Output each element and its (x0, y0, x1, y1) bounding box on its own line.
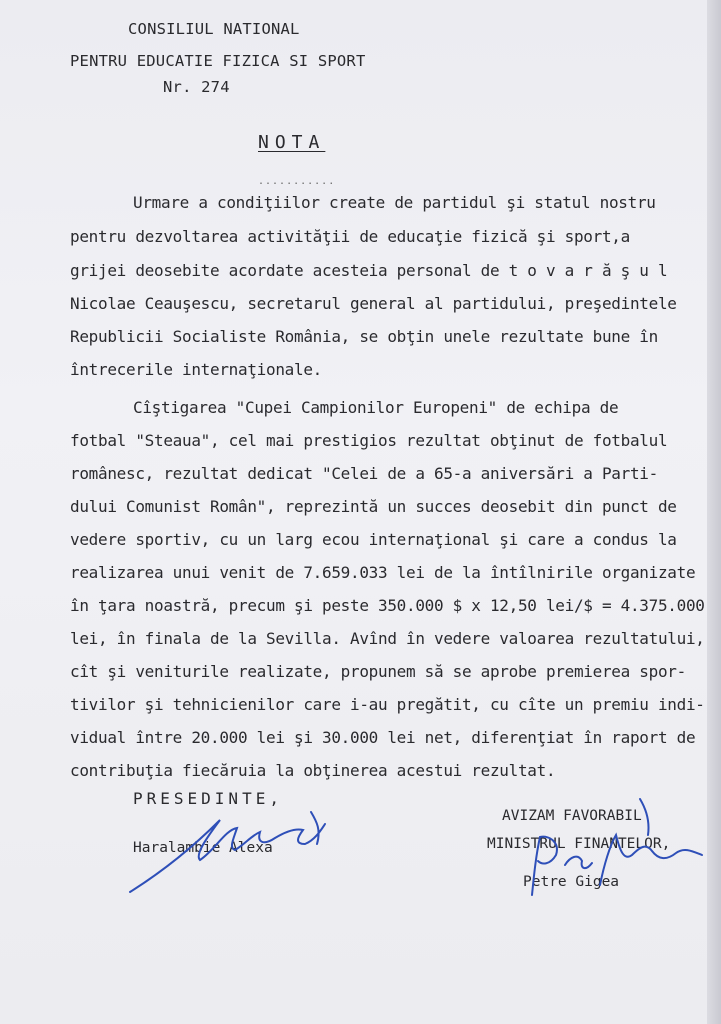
president-signature (125, 800, 335, 900)
body-line: Nicolae Ceauşescu, secretarul general al partidului, preşedintele (70, 294, 677, 313)
body-line: vidual între 20.000 lei şi 30.000 lei net, diferenţiat în raport de (70, 728, 696, 747)
body-line: Cîştigarea "Cupei Campionilor Europeni" de echipa de (133, 398, 619, 417)
minister-title: MINISTRUL FINANTELOR, (487, 836, 671, 852)
body-line: vedere sportiv, cu un larg ecou internaţional şi care a condus la (70, 530, 677, 549)
body-line: pentru dezvoltarea activităţii de educaţie fizică şi sport,a (70, 227, 630, 246)
document-number: Nr. 274 (163, 78, 230, 96)
institution-name-line2: PENTRU EDUCATIE FIZICA SI SPORT (70, 52, 366, 70)
body-line: lei, în finala de la Sevilla. Avînd în vedere valoarea rezultatului, (70, 629, 705, 648)
body-line: tivilor şi tehnicienilor care i-au pregătit, cu cîte un premiu indi- (70, 695, 705, 714)
body-line: realizarea unui venit de 7.659.033 lei de la întîlnirile organizate (70, 563, 696, 582)
body-line: contribuţia fiecăruia la obţinerea acestui rezultat. (70, 761, 556, 780)
president-role: PRESEDINTE, (133, 789, 283, 808)
document-title: NOTA (258, 132, 326, 153)
body-line: cît şi veniturile realizate, propunem să se aprobe premierea spor- (70, 662, 686, 681)
body-line: în ţara noastră, precum şi peste 350.000 $ x 12,50 lei/$ = 4.375.000 (70, 596, 705, 615)
body-line: Urmare a condiţiilor create de partidul şi statul nostru (133, 193, 656, 212)
approval-line: AVIZAM FAVORABIL (502, 808, 642, 824)
title-dots: ........... (258, 176, 336, 187)
body-line: Republicii Socialiste România, se obţin unele rezultate bune în (70, 327, 658, 346)
minister-name: Petre Gigea (523, 874, 620, 890)
body-line: fotbal "Steaua", cel mai prestigios rezultat obţinut de fotbalul (70, 431, 668, 450)
institution-name-line1: CONSILIUL NATIONAL (128, 20, 300, 38)
body-line: dului Comunist Român", reprezintă un succes deosebit din punct de (70, 497, 677, 516)
body-line: grijei deosebite acordate acesteia personal de t o v a r ă ş u l (70, 261, 668, 280)
minister-signature (520, 795, 710, 905)
body-line: întrecerile internaţionale. (70, 360, 322, 379)
body-line: românesc, rezultat dedicat "Celei de a 65-a aniversări a Parti- (70, 464, 658, 483)
president-name: Haralambie Alexa (133, 840, 273, 856)
